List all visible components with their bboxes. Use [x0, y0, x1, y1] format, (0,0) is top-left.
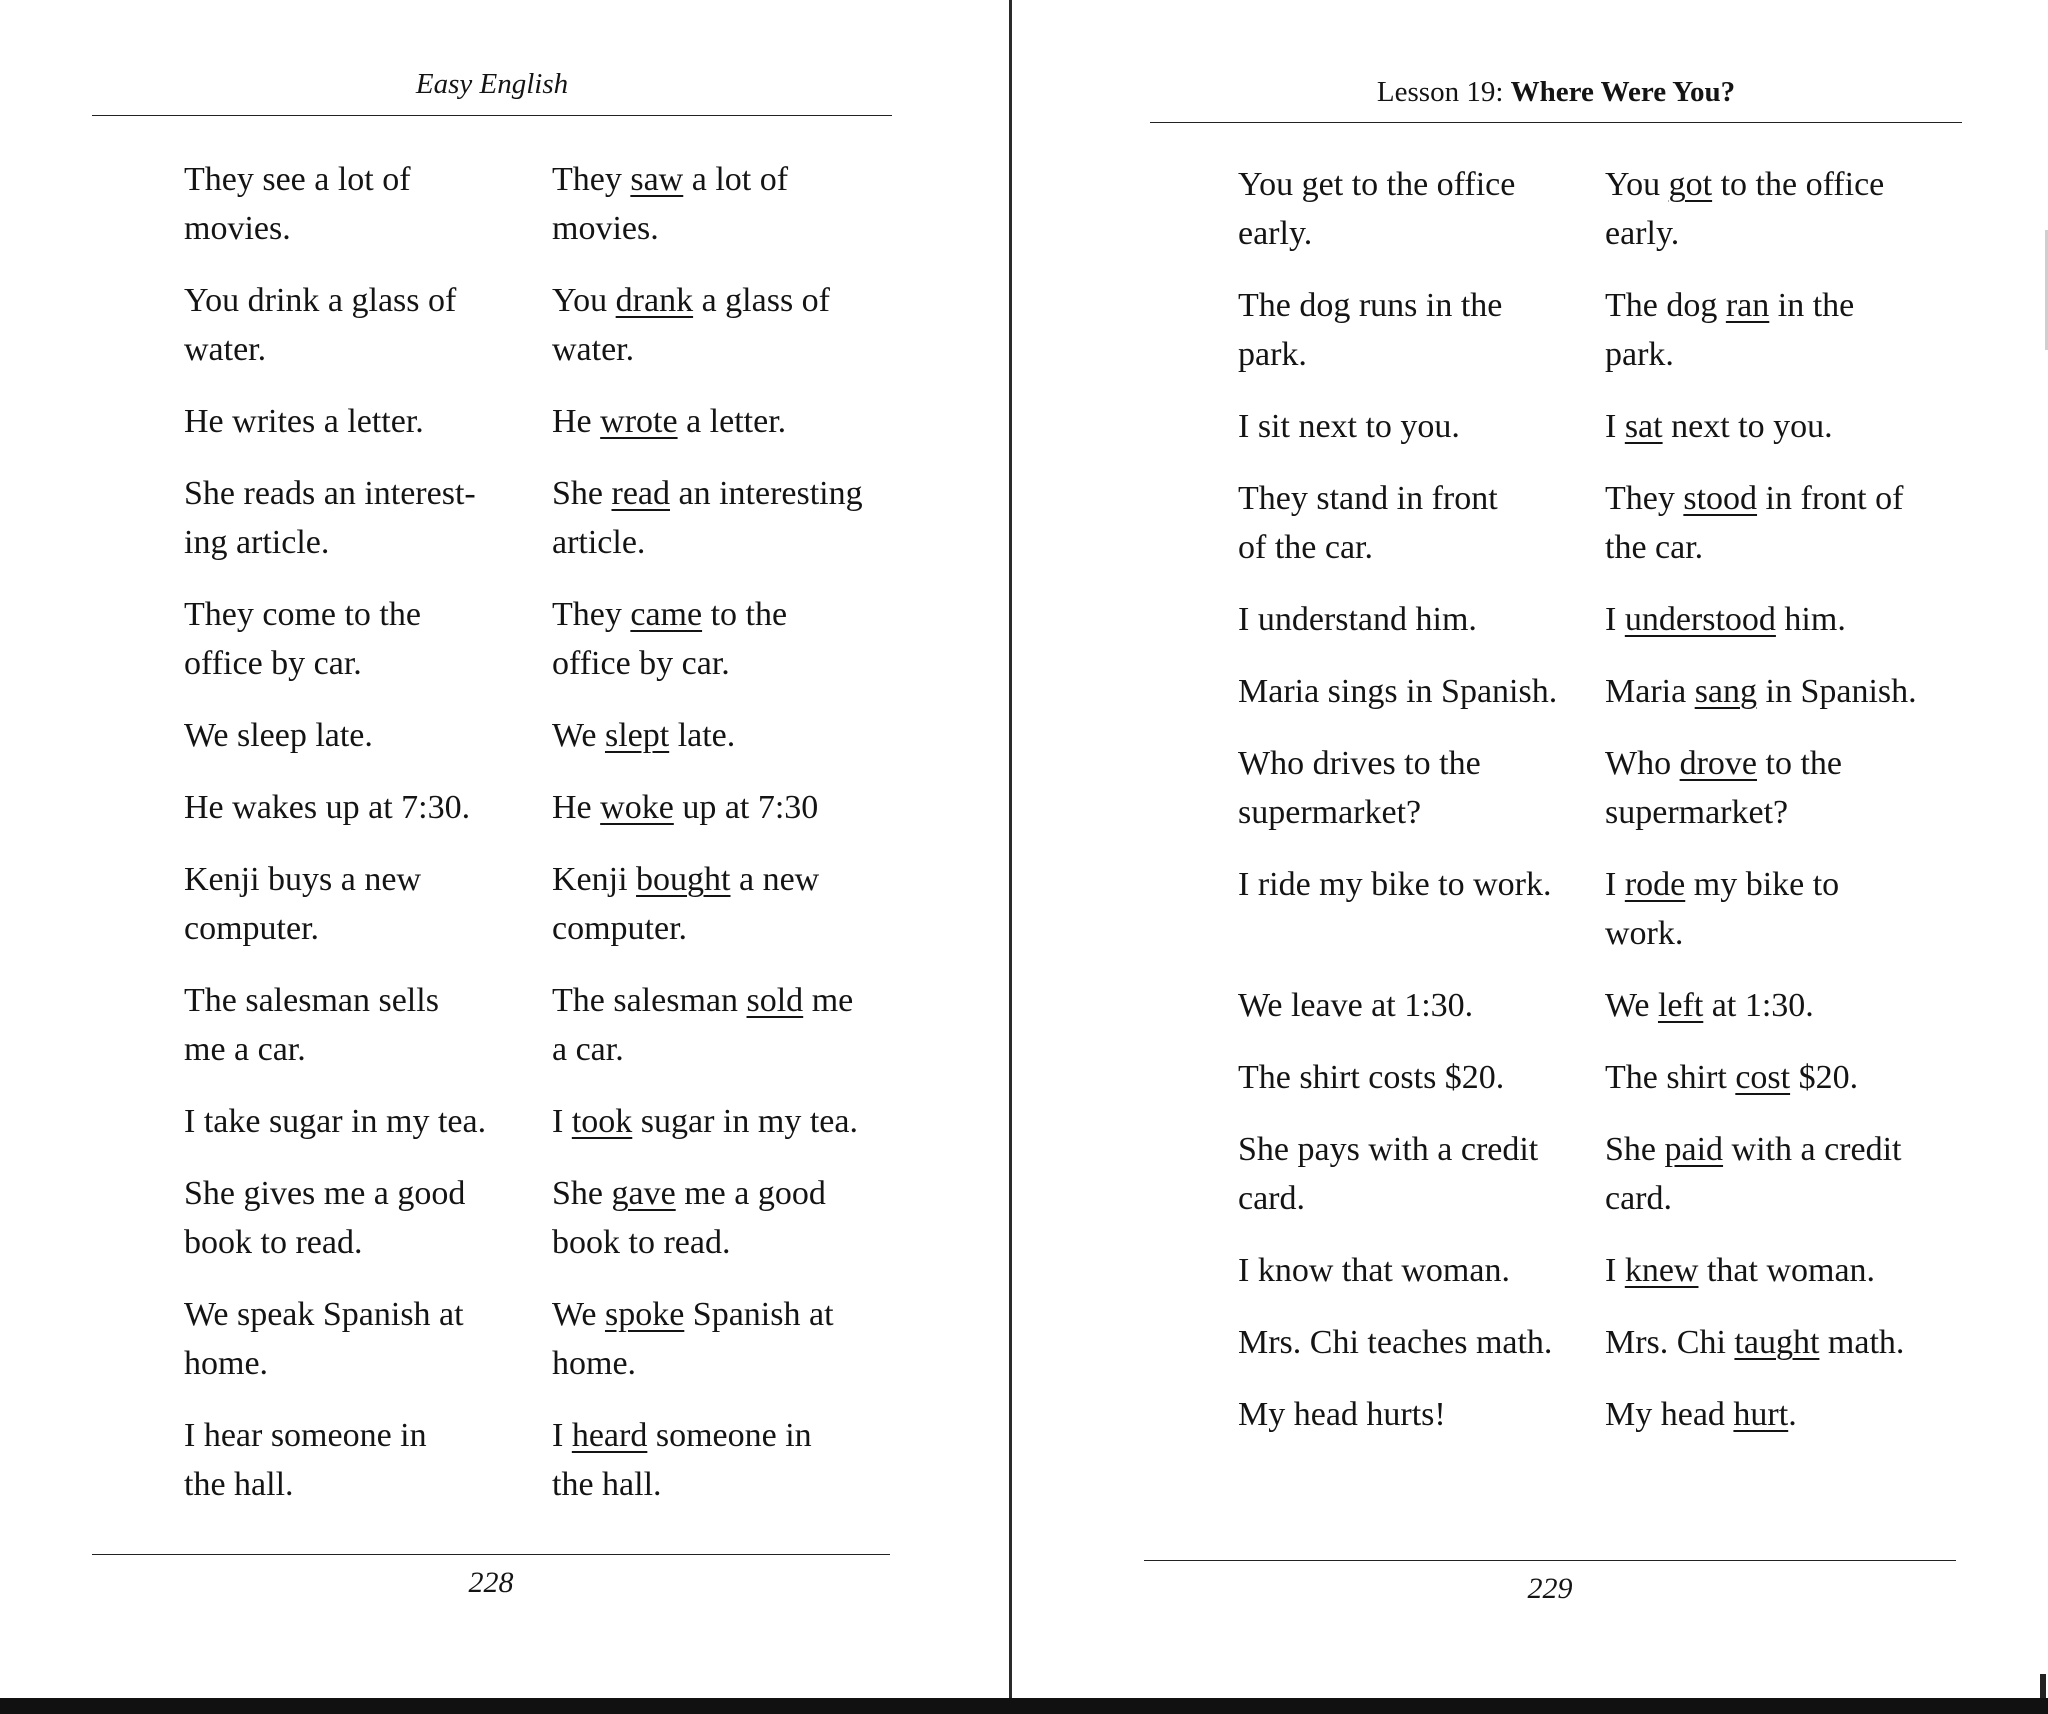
- past-tense-sentence: [1605, 1246, 1977, 1295]
- sentence-row: [1238, 160, 1978, 258]
- sentence-row: [184, 855, 904, 953]
- past-tense-sentence: [552, 469, 902, 567]
- sentence-row: [1238, 1318, 1978, 1367]
- past-tense-sentence: [1605, 160, 1977, 258]
- scan-bottom-edge: [0, 1698, 2048, 1714]
- left-page: [0, 0, 1010, 1696]
- past-tense-verb: stood: [1683, 480, 1758, 517]
- sentence-row: [1238, 860, 1978, 958]
- sentence-row: [1238, 1246, 1978, 1295]
- sentence-end: a letter.: [677, 403, 787, 440]
- header-rule: [92, 115, 892, 116]
- present-tense-sentence: I understand him.: [1238, 601, 1477, 638]
- sentence-start: She: [1605, 1131, 1665, 1168]
- present-tense-sentence: He writes a letter.: [184, 403, 424, 440]
- sentence-row: [184, 155, 904, 253]
- past-tense-verb: sat: [1624, 408, 1663, 445]
- past-tense-sentence: [1605, 1318, 1977, 1367]
- sentence-start: He: [552, 403, 601, 440]
- sentence-end: up at 7:30: [673, 789, 819, 826]
- past-tense-sentence: [552, 855, 902, 953]
- present-tense-sentence: Kenji buys a new computer.: [184, 861, 422, 947]
- past-tense-verb: got: [1668, 166, 1713, 203]
- present-tense-sentence: He wakes up at 7:30.: [184, 789, 471, 826]
- past-tense-verb: ran: [1725, 287, 1770, 324]
- sentence-start: We: [552, 717, 605, 754]
- sentence-row: [1238, 1125, 1978, 1223]
- sentence-row: [184, 976, 904, 1074]
- page-number: 229: [1527, 1572, 1573, 1605]
- sentence-start: I: [1605, 601, 1625, 638]
- past-tense-verb: sold: [746, 982, 804, 1019]
- past-tense-sentence: [1605, 474, 1977, 572]
- sentence-row: [184, 276, 904, 374]
- present-tense-sentence: I ride my bike to work.: [1238, 866, 1552, 903]
- sentence-end: a new computer.: [552, 861, 820, 947]
- past-tense-verb: wrote: [600, 403, 678, 440]
- sentence-start: They: [1605, 480, 1684, 517]
- sentence-start: Kenji: [552, 861, 637, 898]
- sentence-end: me a good book to read.: [552, 1175, 826, 1261]
- present-tense-sentence: My head hurts!: [1238, 1396, 1446, 1433]
- sentence-end: at 1:30.: [1703, 987, 1814, 1024]
- sentence-end: to the office by car.: [552, 596, 788, 682]
- sentence-end: my bike to work.: [1605, 866, 1840, 952]
- sentence-end: Spanish at home.: [552, 1296, 834, 1382]
- page-corner-mark: [2040, 1674, 2046, 1698]
- sentence-start: The dog: [1605, 287, 1726, 324]
- sentence-row: [1238, 667, 1978, 716]
- past-tense-sentence: [1605, 402, 1977, 451]
- past-tense-sentence: [552, 976, 902, 1074]
- past-tense-verb: bought: [636, 861, 731, 898]
- present-tense-sentence: You get to the office early.: [1238, 166, 1516, 252]
- sentence-end: $20.: [1790, 1059, 1859, 1096]
- sentence-start: He: [552, 789, 601, 826]
- past-tense-verb: taught: [1734, 1324, 1820, 1361]
- present-tense-sentence: She gives me a good book to read.: [184, 1175, 466, 1261]
- running-head: [1150, 76, 1962, 109]
- sentence-end: .: [1788, 1396, 1797, 1433]
- sentence-start: I: [552, 1103, 572, 1140]
- right-page: [1016, 0, 2048, 1696]
- sentence-start: I: [1605, 866, 1625, 903]
- past-tense-verb: slept: [604, 717, 670, 754]
- sentence-start: You: [1605, 166, 1669, 203]
- sentence-end: a lot of movies.: [552, 161, 789, 247]
- sentence-table: [184, 155, 904, 1532]
- past-tense-sentence: [1605, 1053, 1977, 1102]
- sentence-start: She: [552, 475, 612, 512]
- footer-rule: [92, 1554, 890, 1555]
- sentence-start: Who: [1605, 745, 1680, 782]
- sentence-row: [1238, 1390, 1978, 1439]
- past-tense-verb: hurt: [1733, 1396, 1789, 1433]
- sentence-table: [1238, 160, 1978, 1462]
- sentence-end: him.: [1775, 601, 1846, 638]
- sentence-row: [184, 590, 904, 688]
- past-tense-sentence: [1605, 739, 1977, 837]
- sentence-start: The shirt: [1605, 1059, 1736, 1096]
- sentence-row: [184, 783, 904, 832]
- running-head-lesson: Lesson 19:: [1376, 76, 1511, 108]
- sentence-row: [1238, 595, 1978, 644]
- present-tense-sentence: The shirt costs $20.: [1238, 1059, 1505, 1096]
- past-tense-sentence: [552, 397, 902, 446]
- past-tense-verb: saw: [630, 161, 684, 198]
- sentence-end: in front of the car.: [1605, 480, 1904, 566]
- present-tense-sentence: Who drives to the supermarket?: [1238, 745, 1481, 831]
- sentence-end: me a car.: [552, 982, 854, 1068]
- present-tense-sentence: The dog runs in the park.: [1238, 287, 1503, 373]
- present-tense-sentence: We leave at 1:30.: [1238, 987, 1474, 1024]
- past-tense-verb: understood: [1624, 601, 1776, 638]
- past-tense-verb: came: [630, 596, 703, 633]
- past-tense-verb: gave: [611, 1175, 676, 1212]
- sentence-row: [184, 1411, 904, 1509]
- sentence-start: Mrs. Chi: [1605, 1324, 1735, 1361]
- sentence-row: [1238, 402, 1978, 451]
- sentence-end: sugar in my tea.: [632, 1103, 858, 1140]
- sentence-row: [184, 1097, 904, 1146]
- past-tense-verb: drove: [1679, 745, 1758, 782]
- sentence-start: They: [552, 596, 631, 633]
- footer-rule: [1144, 1560, 1956, 1561]
- page-number: 228: [468, 1566, 514, 1599]
- sentence-end: an interesting article.: [552, 475, 863, 561]
- past-tense-sentence: [552, 1169, 902, 1267]
- sentence-start: You: [552, 282, 616, 319]
- present-tense-sentence: She reads an interest- ing article.: [184, 475, 476, 561]
- running-head: Easy English: [415, 68, 569, 100]
- past-tense-verb: drank: [615, 282, 694, 319]
- past-tense-sentence: [1605, 1390, 1977, 1439]
- past-tense-sentence: [1605, 860, 1977, 958]
- sentence-start: I: [1605, 408, 1625, 445]
- past-tense-sentence: [552, 783, 902, 832]
- sentence-row: [1238, 281, 1978, 379]
- past-tense-verb: rode: [1624, 866, 1686, 903]
- sentence-end: next to you.: [1662, 408, 1833, 445]
- sentence-end: to the supermarket?: [1605, 745, 1842, 831]
- sentence-start: We: [552, 1296, 605, 1333]
- present-tense-sentence: Mrs. Chi teaches math.: [1238, 1324, 1553, 1361]
- sentence-end: a glass of water.: [552, 282, 830, 368]
- past-tense-sentence: [552, 276, 902, 374]
- sentence-row: [184, 1169, 904, 1267]
- sentence-end: math.: [1819, 1324, 1905, 1361]
- sentence-end: someone in the hall.: [552, 1417, 812, 1503]
- present-tense-sentence: The salesman sells me a car.: [184, 982, 439, 1068]
- past-tense-verb: left: [1657, 987, 1704, 1024]
- past-tense-verb: woke: [600, 789, 674, 826]
- past-tense-sentence: [1605, 1125, 1977, 1223]
- past-tense-sentence: [552, 155, 902, 253]
- past-tense-sentence: [552, 711, 902, 760]
- sentence-end: in Spanish.: [1757, 673, 1917, 710]
- past-tense-sentence: [552, 1411, 902, 1509]
- present-tense-sentence: I take sugar in my tea.: [184, 1103, 487, 1140]
- sentence-row: [1238, 474, 1978, 572]
- past-tense-verb: cost: [1735, 1059, 1791, 1096]
- past-tense-verb: sang: [1694, 673, 1758, 710]
- sentence-row: [1238, 1053, 1978, 1102]
- sentence-start: I: [552, 1417, 572, 1454]
- past-tense-verb: took: [571, 1103, 633, 1140]
- sentence-start: We: [1605, 987, 1658, 1024]
- sentence-start: I: [1605, 1252, 1625, 1289]
- sentence-row: [184, 397, 904, 446]
- sentence-row: [184, 469, 904, 567]
- past-tense-verb: paid: [1664, 1131, 1724, 1168]
- past-tense-sentence: [1605, 667, 1977, 716]
- past-tense-verb: knew: [1624, 1252, 1699, 1289]
- present-tense-sentence: She pays with a credit card.: [1238, 1131, 1539, 1217]
- past-tense-verb: spoke: [604, 1296, 685, 1333]
- sentence-row: [184, 711, 904, 760]
- past-tense-sentence: [1605, 595, 1977, 644]
- past-tense-sentence: [1605, 981, 1977, 1030]
- present-tense-sentence: They stand in front of the car.: [1238, 480, 1498, 566]
- header-rule: [1150, 122, 1962, 123]
- past-tense-sentence: [552, 1290, 902, 1388]
- present-tense-sentence: I know that woman.: [1238, 1252, 1510, 1289]
- sentence-start: She: [552, 1175, 612, 1212]
- present-tense-sentence: You drink a glass of water.: [184, 282, 457, 368]
- sentence-start: The salesman: [552, 982, 747, 1019]
- sentence-end: to the office early.: [1605, 166, 1885, 252]
- present-tense-sentence: I sit next to you.: [1238, 408, 1460, 445]
- past-tense-verb: heard: [571, 1417, 648, 1454]
- present-tense-sentence: Maria sings in Spanish.: [1238, 673, 1558, 710]
- sentence-row: [1238, 981, 1978, 1030]
- past-tense-sentence: [552, 590, 902, 688]
- present-tense-sentence: We sleep late.: [184, 717, 373, 754]
- running-head-title: Where Were You?: [1510, 76, 1736, 108]
- sentence-end: that woman.: [1698, 1252, 1876, 1289]
- past-tense-verb: read: [611, 475, 671, 512]
- present-tense-sentence: We speak Spanish at home.: [184, 1296, 464, 1382]
- sentence-end: late.: [669, 717, 736, 754]
- sentence-end: in the park.: [1605, 287, 1855, 373]
- present-tense-sentence: They see a lot of movies.: [184, 161, 411, 247]
- sentence-start: They: [552, 161, 631, 198]
- sentence-end: with a credit card.: [1605, 1131, 1902, 1217]
- sentence-start: My head: [1605, 1396, 1734, 1433]
- sentence-row: [1238, 739, 1978, 837]
- sentence-start: Maria: [1605, 673, 1695, 710]
- past-tense-sentence: [1605, 281, 1977, 379]
- present-tense-sentence: They come to the office by car.: [184, 596, 421, 682]
- present-tense-sentence: I hear someone in the hall.: [184, 1417, 427, 1503]
- past-tense-sentence: [552, 1097, 902, 1146]
- book-spine: [1009, 0, 1012, 1700]
- sentence-row: [184, 1290, 904, 1388]
